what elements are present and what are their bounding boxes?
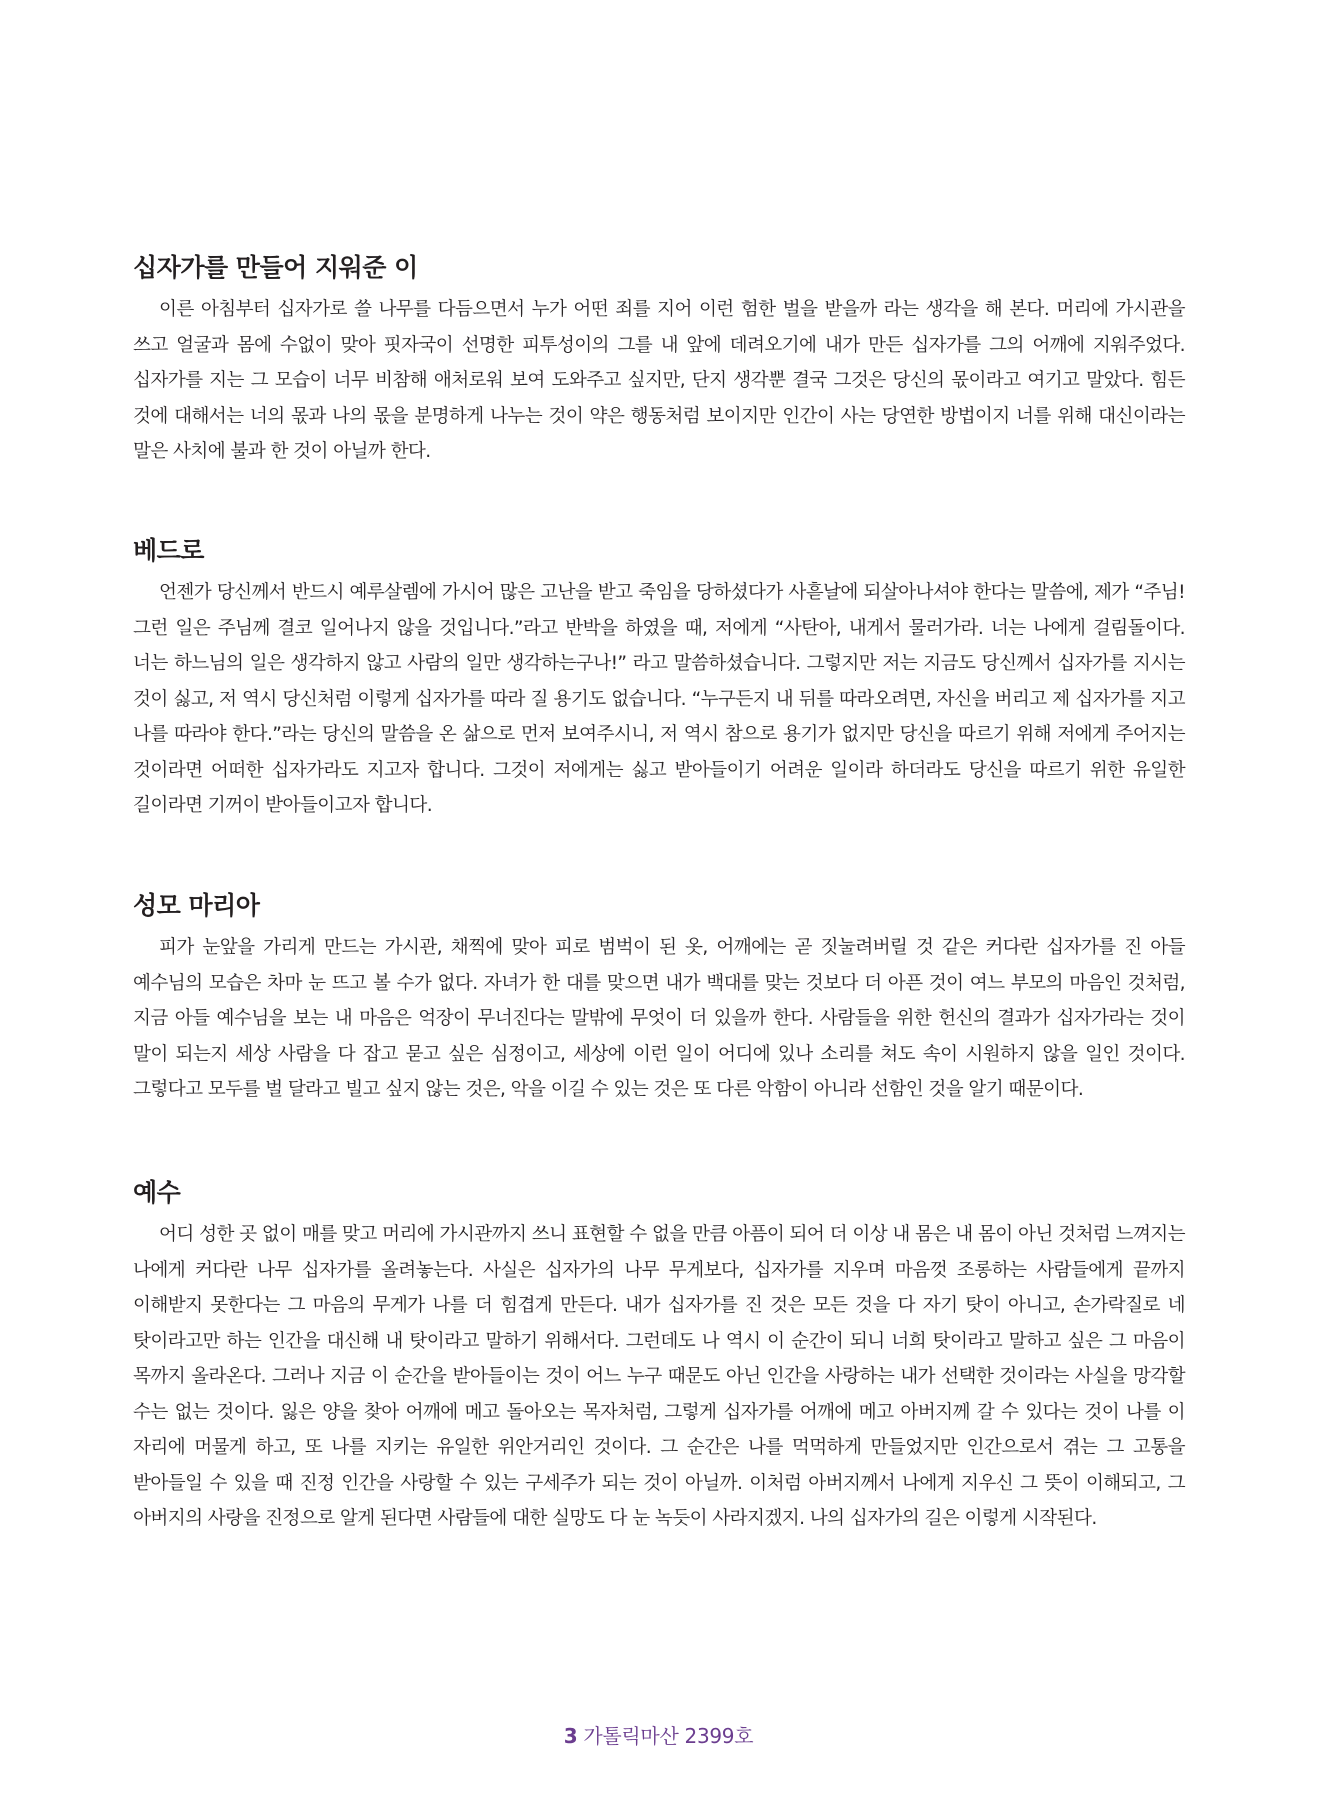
page-footer [0, 1720, 1317, 1749]
section-title: 십자가를 만들어 지워준 이 [133, 253, 418, 282]
section-title: 성모 마리아 [133, 891, 260, 920]
section-peter [133, 533, 1185, 824]
section-body: 피가 눈앞을 가리게 만드는 가시관, 채찍에 맞아 피로 범벅이 된 옷, 어깨에는 곧 짓눌려버릴 것 같은 커다란 십자가를 진 아들 예수님의 모습은 차마 눈 뜨고 볼 수가 없다. 자녀가 한 대를 맞으면 내가 백대를 맞는 것보다 더 아픈 것이 여느 부모의 마음인 것처럼, 지금 아들 예수님을 보는 내 마음은 억장이 무너진다는 말밖에 무엇이 더 있을까 한다. 사람들을 위한 헌신의 결과가 십자가라는 것이 말이 되는지 세상 사람을 다 잡고 묻고 싶은 심정이고, 세상에 이런 일이 어디에 있나 소리를 쳐도 속이 시원하지 않을 일인 것이다. 그렇다고 모두를 벌 달라고 빌고 싶지 않는 것은, 악을 이길 수 있는 것은 또 다른 악함이 아니라 선함인 것을 알기 때문이다. [133, 937, 1185, 1100]
publication-name: 가톨릭마산 2399호 [583, 1724, 754, 1748]
section-mary [133, 888, 1185, 1108]
section-body: 어디 성한 곳 없이 매를 맞고 머리에 가시관까지 쓰니 표현할 수 없을 만큼 아픔이 되어 더 이상 내 몸은 내 몸이 아닌 것처럼 느껴지는 나에게 커다란 나무 십자가를 올려놓는다. 사실은 십자가의 나무 무게보다, 십자가를 지우며 마음껏 조롱하는 사람들에게 끝까지 이해받지 못한다는 그 마음의 무게가 나를 더 힘겹게 만든다. 내가 십자가를 진 것은 모든 것을 다 자기 탓이 아니고, 손가락질로 네 탓이라고만 하는 인간을 대신해 내 탓이라고 말하기 위해서다. 그런데도 나 역시 이 순간이 되니 너희 탓이라고 말하고 싶은 그 마음이 목까지 올라온다. 그러나 지금 이 순간을 받아들이는 것이 어느 누구 때문도 아닌 인간을 사랑하는 내가 선택한 것이라는 사실을 망각할 수는 없는 것이다. 잃은 양을 찾아 어깨에 메고 돌아오는 목자처럼, 그렇게 십자가를 어깨에 메고 아버지께 갈 수 있다는 것이 나를 이 자리에 머물게 하고, 또 나를 지키는 유일한 위안거리인 것이다. 그 순간은 나를 먹먹하게 만들었지만 인간으로서 겪는 그 고통을 받아들일 수 있을 때 진정 인간을 사랑할 수 있는 구세주가 되는 것이 아닐까. 이처럼 아버지께서 나에게 지우신 그 뜻이 이해되고, 그 아버지의 사랑을 진정으로 알게 된다면 사람들에 대한 실망도 다 눈 녹듯이 사라지겠지. 나의 십자가의 길은 이렇게 시작된다. [133, 1224, 1185, 1529]
section-body: 이른 아침부터 십자가로 쓸 나무를 다듬으면서 누가 어떤 죄를 지어 이런 험한 벌을 받을까 라는 생각을 해 본다. 머리에 가시관을 쓰고 얼굴과 몸에 수없이 맞아 핏자국이 선명한 피투성이의 그를 내 앞에 데려오기에 내가 만든 십자가를 그의 어깨에 지워주었다. 십자가를 지는 그 모습이 너무 비참해 애처로워 보여 도와주고 싶지만, 단지 생각뿐 결국 그것은 당신의 몫이라고 여기고 말았다. 힘든 것에 대해서는 너의 몫과 나의 몫을 분명하게 나누는 것이 약은 행동처럼 보이지만 인간이 사는 당연한 방법이지 너를 위해 대신이라는 말은 사치에 불과 한 것이 아닐까 한다. [133, 299, 1185, 462]
page-number: 3 [563, 1724, 578, 1748]
section-cross-maker [133, 250, 1185, 470]
section-jesus [133, 1175, 1185, 1537]
section-title: 예수 [133, 1178, 181, 1207]
section-title: 베드로 [133, 536, 204, 565]
section-body: 언젠가 당신께서 반드시 예루살렘에 가시어 많은 고난을 받고 죽임을 당하셨다가 사흗날에 되살아나셔야 한다는 말씀에, 제가 “주님! 그런 일은 주님께 결코 일어나지 않을 것입니다.”라고 반박을 하였을 때, 저에게 “사탄아, 내게서 물러가라. 너는 나에게 걸림돌이다. 너는 하느님의 일은 생각하지 않고 사람의 일만 생각하는구나!” 라고 말씀하셨습니다. 그렇지만 저는 지금도 당신께서 십자가를 지시는 것이 싫고, 저 역시 당신처럼 이렇게 십자가를 따라 질 용기도 없습니다. “누구든지 내 뒤를 따라오려면, 자신을 버리고 제 십자가를 지고 나를 따라야 한다.”라는 당신의 말씀을 온 삶으로 먼저 보여주시니, 저 역시 참으로 용기가 없지만 당신을 따르기 위해 저에게 주어지는 것이라면 어떠한 십자가라도 지고자 합니다. 그것이 저에게는 싫고 받아들이기 어려운 일이라 하더라도 당신을 따르기 위한 유일한 길이라면 기꺼이 받아들이고자 합니다. [133, 582, 1185, 816]
